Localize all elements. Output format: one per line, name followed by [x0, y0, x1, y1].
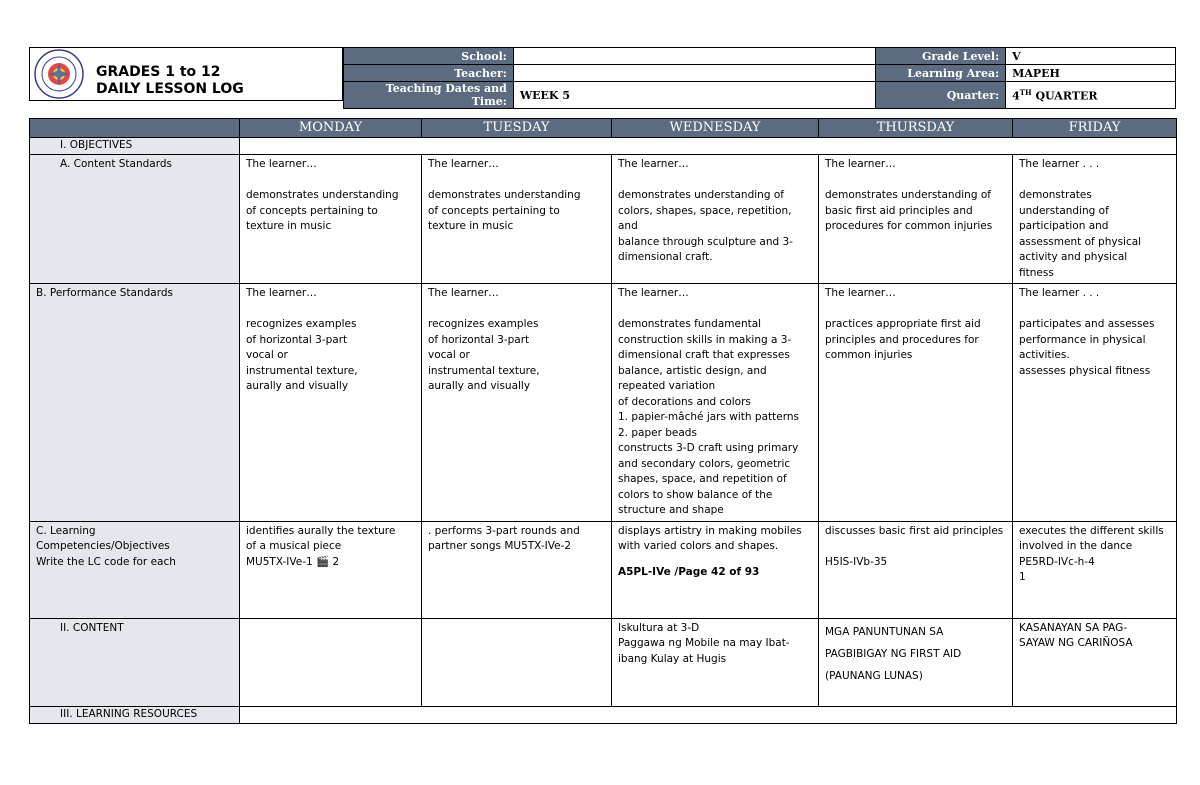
- performance-standards-row: [30, 284, 1177, 522]
- content-monday: [240, 618, 422, 706]
- performance-standards-friday: The learner . . . participates and assesses performance in physical activities. assesses physical fitness: [1013, 284, 1177, 522]
- performance-standards-label: B. Performance Standards: [30, 284, 240, 522]
- content-standards-thursday: The learner… demonstrates understanding of basic first aid principles and procedures for common injuries: [819, 155, 1013, 284]
- performance-standards-tuesday: The learner… recognizes examples of horizontal 3-part vocal or instrumental texture, aurally and visually: [422, 284, 612, 522]
- grade-level-label: Grade Level:: [876, 48, 1006, 65]
- learning-resources-label: III. LEARNING RESOURCES: [30, 706, 240, 723]
- deped-seal-logo: [34, 49, 84, 99]
- quarter-suffix: TH: [1019, 87, 1032, 97]
- quarter-text: QUARTER: [1031, 89, 1098, 103]
- performance-standards-monday: The learner… recognizes examples of horizontal 3-part vocal or instrumental texture, aurally and visually: [240, 284, 422, 522]
- content-standards-monday: The learner… demonstrates understanding of concepts pertaining to texture in music: [240, 155, 422, 284]
- day-header-monday: MONDAY: [240, 119, 422, 138]
- dates-value: WEEK 5: [513, 82, 875, 109]
- objectives-cell: [240, 138, 1177, 155]
- learning-resources-row: [30, 706, 1177, 723]
- lc-tuesday: . performs 3-part rounds and partner songs MU5TX-IVe-2: [422, 521, 612, 618]
- day-header-thursday: THURSDAY: [819, 119, 1013, 138]
- content-thursday: MGA PANUNTUNAN SA PAGBIBIGAY NG FIRST AID (PAUNANG LUNAS): [819, 618, 1013, 706]
- grade-level-value: V: [1006, 48, 1176, 65]
- learning-area-value: MAPEH: [1006, 65, 1176, 82]
- performance-standards-thursday: The learner… practices appropriate first aid principles and procedures for common injuries: [819, 284, 1013, 522]
- quarter-label: Quarter:: [876, 82, 1006, 109]
- teacher-label: Teacher:: [344, 65, 514, 82]
- corner-cell: [30, 119, 240, 138]
- quarter-number: 4: [1012, 89, 1020, 103]
- day-header-tuesday: TUESDAY: [422, 119, 612, 138]
- school-label: School:: [344, 48, 514, 65]
- objectives-row: [30, 138, 1177, 155]
- content-standards-wednesday: The learner… demonstrates understanding of colors, shapes, space, repetition, and balance through sculpture and 3- dimensional craft.: [612, 155, 819, 284]
- title-line-1: GRADES 1 to 12: [96, 64, 221, 80]
- lc-wednesday-code: A5PL-IVe /Page 42 of 93: [618, 565, 760, 578]
- content-standards-friday: The learner . . . demonstrates understanding of participation and assessment of physical activity and physical fitness: [1013, 155, 1177, 284]
- content-row: [30, 618, 1177, 706]
- dates-label: Teaching Dates and Time:: [344, 82, 514, 109]
- performance-standards-wednesday: The learner… demonstrates fundamental construction skills in making a 3- dimensional craft that expresses balance, artistic design, and repeated variation of decorations and colors 1. papier-mâché jars with patterns 2. paper beads constructs 3-D craft using primary and secondary colors, geometric shapes, space, and repetition of colors to show balance of the structure and shape: [612, 284, 819, 522]
- content-label: II. CONTENT: [30, 618, 240, 706]
- objectives-label: I. OBJECTIVES: [30, 138, 240, 155]
- content-standards-tuesday: The learner… demonstrates understanding of concepts pertaining to texture in music: [422, 155, 612, 284]
- lc-wednesday: displays artistry in making mobiles with varied colors and shapes.: [618, 524, 802, 552]
- content-standards-row: [30, 155, 1177, 284]
- lc-thursday: discusses basic first aid principles H5IS-IVb-35: [819, 521, 1013, 618]
- learning-area-label: Learning Area:: [876, 65, 1006, 82]
- day-header-friday: FRIDAY: [1013, 119, 1177, 138]
- lc-friday: executes the different skills involved in the dance PE5RD-IVc-h-4 1: [1013, 521, 1177, 618]
- content-tuesday: [422, 618, 612, 706]
- content-friday: KASANAYAN SA PAG- SAYAW NG CARIÑOSA: [1013, 618, 1177, 706]
- content-wednesday: Iskultura at 3-D Paggawa ng Mobile na may Ibat- ibang Kulay at Hugis: [612, 618, 819, 706]
- learning-competencies-label: C. Learning Competencies/Objectives Write the LC code for each: [30, 521, 240, 618]
- content-standards-label: A. Content Standards: [30, 155, 240, 284]
- teacher-value: [513, 65, 875, 82]
- day-header-row: [30, 119, 1177, 138]
- day-header-wednesday: WEDNESDAY: [612, 119, 819, 138]
- title-line-2: DAILY LESSON LOG: [96, 81, 244, 97]
- lc-wednesday-cell: [612, 521, 819, 618]
- quarter-value: [1006, 82, 1176, 109]
- info-table: [343, 47, 1176, 109]
- learning-competencies-row: [30, 521, 1177, 618]
- lesson-log-table: [29, 118, 1177, 724]
- lc-monday: identifies aurally the texture of a musical piece MU5TX-IVe-1 🎬 2: [240, 521, 422, 618]
- learning-resources-cell: [240, 706, 1177, 723]
- school-value: [513, 48, 875, 65]
